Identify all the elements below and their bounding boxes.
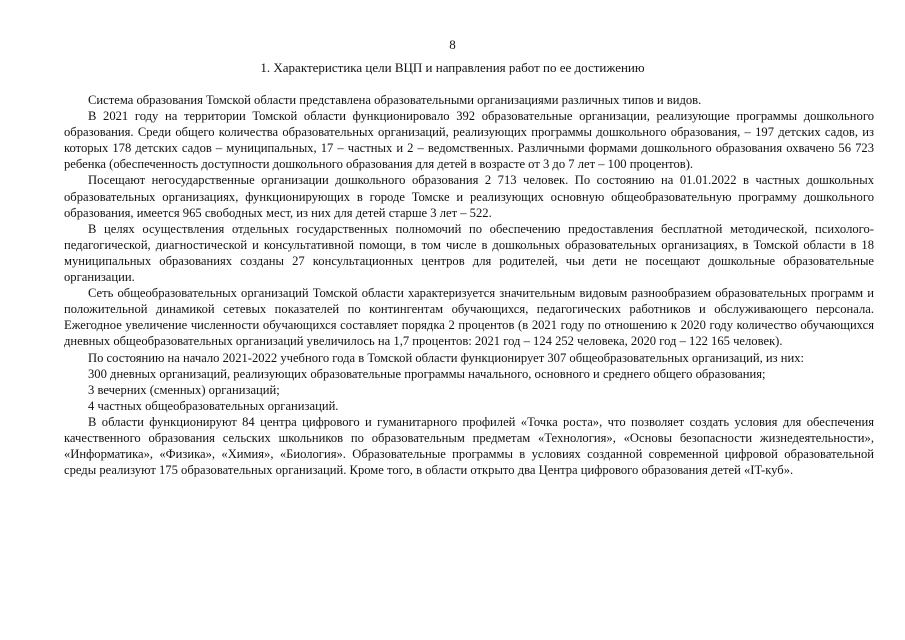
section-title: 1. Характеристика цели ВЦП и направления работ по ее достижению bbox=[260, 60, 645, 75]
paragraph-school-year-count: По состоянию на начало 2021-2022 учебного года в Томской области функционирует 307 общеобразовательных организаций, из них: bbox=[88, 350, 805, 365]
paragraph-private-organizations: 4 частных общеобразовательных организаций. bbox=[88, 398, 339, 413]
page-number: 8 bbox=[449, 37, 456, 52]
paragraph-education-system: Система образования Томской области представлена образовательными организациями различных типов и видов. bbox=[88, 93, 702, 107]
paragraph-day-organizations: 300 дневных организаций, реализующих образовательные программы начального, основного и среднего общего образования; bbox=[88, 366, 766, 381]
paragraph-consultation-centers: В целях осуществления отдельных государственных полномочий по обеспечению предоставления бесплатной методической, психолого-педагогической, диагностической и консультативной помощи, в том числе в дошкольных образовательных организациях, в Томской области в 18 муниципальных образованиях созданы 27 консультационных центров для родителей, чьи дети не посещают дошкольные образовательные организации. bbox=[64, 221, 874, 285]
paragraph-preschool-organizations: В 2021 году на территории Томской области функционировало 392 образовательные организации, реализующие программы дошкольного образования. Среди общего количества образовательных организаций, реализующих программы дошкольного образования, – 197 детских садов, из которых 178 детских садов – муниципальных, 17 – частных и 2 – ведомственных. Различными формами дошкольного образования охвачено 56 723 ребенка (обеспеченность доступности дошкольного образования для детей в возрасте от 3 до 7 лет – 100 процентов). bbox=[64, 109, 874, 172]
document-body bbox=[64, 92, 874, 478]
paragraph-private-preschool: Посещают негосударственные организации дошкольного образования 2 713 человек. По состоянию на 01.01.2022 в частных дошкольных образовательных организациях, функционирующих в городе Томске и реализующих основную общеобразовательную программу дошкольного образования, имеется 965 свободных мест, из них для детей старше 3 лет – 522. bbox=[64, 173, 874, 220]
paragraph-evening-organizations: 3 вечерних (сменных) организаций; bbox=[88, 382, 280, 397]
paragraph-growth-points: В области функционируют 84 центра цифрового и гуманитарного профилей «Точка роста», что позволяет создать условия для обеспечения качественного образования сельских школьников по образовательным предметам «Технология», «Основы безопасности жизнедеятельности», «Информатика», «Физика», «Химия», «Биология». Образовательные программы в условиях созданной современной цифровой образовательной среды реализуют 175 образовательных организаций. Кроме того, в области открыто два Центра цифрового образования детей «IT-куб». bbox=[64, 414, 874, 478]
paragraph-general-education-network: Сеть общеобразовательных организаций Томской области характеризуется значительным видовым разнообразием образовательных программ и положительной динамикой сетевых показателей по контингентам обучающихся, педагогических работников и обслуживающего персонала. Ежегодное увеличение численности обучающихся составляет порядка 2 процентов (в 2021 году по отношению к 2020 году количество обучающихся дневных общеобразовательных организаций увеличилось на 1,7 процентов: 2021 год – 124 252 человека, 2020 год – 122 165 человек). bbox=[64, 286, 874, 349]
